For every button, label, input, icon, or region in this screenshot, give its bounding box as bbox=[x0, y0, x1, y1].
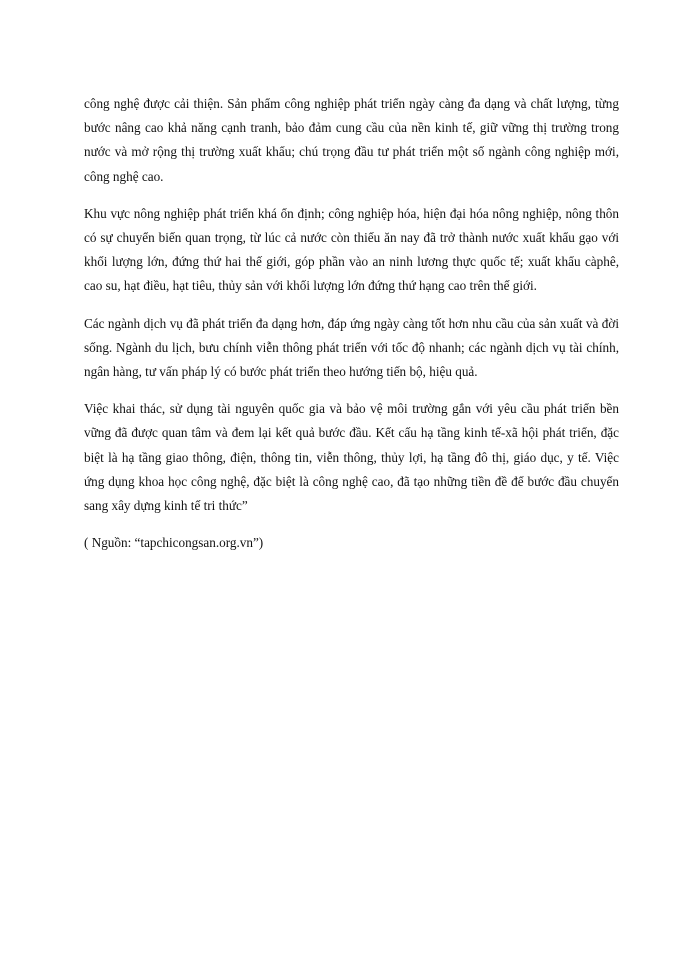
paragraph-services: Các ngành dịch vụ đã phát triển đa dạng hơn, đáp ứng ngày càng tốt hơn nhu cầu của sản xuất và đời sống. Ngành du lịch, bưu chính viễn thông phát triển với tốc độ nhanh; các ngành dịch vụ tài chính, ngân hàng, tư vấn pháp lý có bước phát triển theo hướng tiến bộ, hiệu quả. bbox=[84, 315, 619, 380]
paragraph-industry: công nghệ được cải thiện. Sản phẩm công nghiệp phát triển ngày càng đa dạng và chất lượng, từng bước nâng cao khả năng cạnh tranh, bảo đảm cung cầu của nền kinh tế, giữ vững thị trường trong nước và mở rộng thị trường xuất khẩu; chú trọng đầu tư phát triển một số ngành công nghiệp mới, công nghệ cao. bbox=[84, 96, 619, 184]
source-citation: ( Nguồn: “tapchicongsan.org.vn”) bbox=[84, 535, 264, 551]
paragraph-agriculture: Khu vực nông nghiệp phát triển khá ổn định; công nghiệp hóa, hiện đại hóa nông nghiệp, nông thôn có sự chuyển biến quan trọng, từ lúc cả nước còn thiếu ăn nay đã trở thành nước xuất khẩu gạo với khối lượng lớn, đứng thứ hai thế giới, góp phần vào an ninh lương thực quốc tế; xuất khẩu càphê, cao su, hạt điều, hạt tiêu, thủy sản với khối lượng lớn đứng thứ hạng cao trên thế giới. bbox=[84, 205, 619, 294]
paragraph-resources-infrastructure: Việc khai thác, sử dụng tài nguyên quốc gia và bảo vệ môi trường gắn với yêu cầu phát triển bền vững đã được quan tâm và đem lại kết quả bước đầu. Kết cấu hạ tầng kinh tế-xã hội phát triển, đặc biệt là hạ tầng giao thông, điện, thông tin, viễn thông, thủy lợi, hạ tầng đô thị, giáo dục, y tế. Việc ứng dụng khoa học công nghệ, đặc biệt là công nghệ cao, đã tạo những tiền đề để bước đầu chuyển sang xây dựng kinh tế tri thức” bbox=[84, 401, 619, 514]
document-page bbox=[84, 92, 619, 555]
